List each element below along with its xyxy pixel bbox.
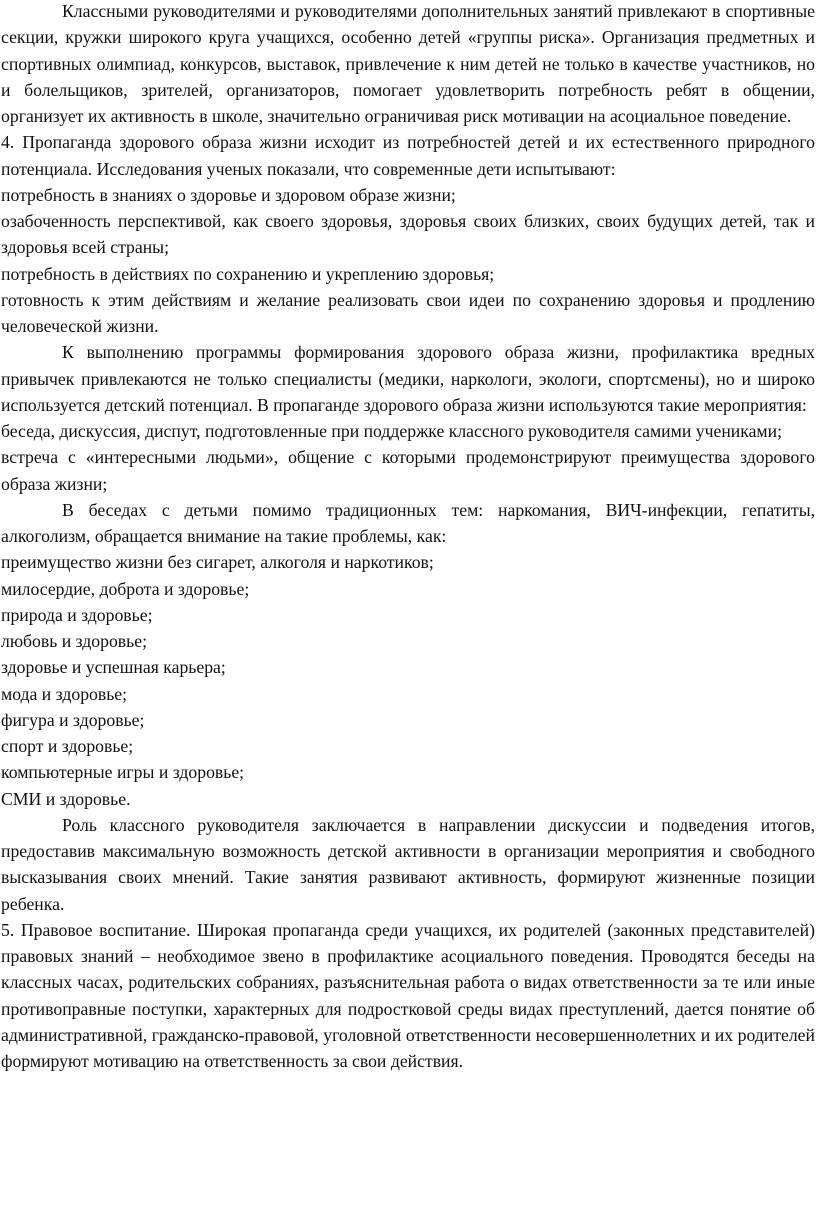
list-item-health-readiness: готовность к этим действиям и желание реализовать свои идеи по сохранению здоровья и продлению человеческой жизни. [1, 289, 815, 336]
list-item-topic: спорт и здоровье; [1, 736, 134, 756]
paragraph-teacher-role: Роль классного руководителя заключается в направлении дискуссии и подведения итогов, предоставив максимальную возможность детской активности в организации мероприятия и свободного высказывания своих мнений. Такие занятия развивают активность, формируют жизненные позиции ребенка. [1, 814, 815, 914]
paragraph-sports-involvement: Классными руководителями и руководителями дополнительных занятий привлекают в спортивные секции, кружки широкого круга учащихся, особенно детей «группы риска». Организация предметных и спортивных олимпиад, конкурсов, выставок, привлечение к ним детей не только в качестве участников, но и болельщиков, зрителей, организаторов, помогает удовлетворить потребность ребят в общении, организует их активность в школе, значительно ограничивая риск мотивации на асоциальное поведение. [1, 1, 815, 126]
list-item-topic: любовь и здоровье; [1, 631, 147, 651]
paragraph-program-participants: К выполнению программы формирования здорового образа жизни, профилактика вредных привычек привлекаются не только специалисты (медики, наркологи, экологи, спортсмены), но и широко используется детский потенциал. В пропаганде здорового образа жизни используются такие мероприятия: [1, 342, 815, 415]
paragraph-conversation-topics: В беседах с детьми помимо традиционных тем: наркомания, ВИЧ-инфекции, гепатиты, алкоголизм, обращается внимание на такие проблемы, как: [1, 499, 815, 546]
list-item-meetings: встреча с «интересными людьми», общение с которыми продемонстрируют преимущества здорового образа жизни; [1, 447, 815, 494]
list-item-health-concern: озабоченность перспективой, как своего здоровья, здоровья своих близких, своих будущих детей, так и здоровья всей страны; [1, 211, 815, 258]
list-item-topic: милосердие, доброта и здоровье; [1, 578, 250, 599]
list-item-topic: компьютерные игры и здоровье; [1, 762, 245, 783]
list-item-topic: природа и здоровье; [1, 604, 153, 625]
list-item-topic: СМИ и здоровье. [1, 788, 131, 809]
list-item-topic: преимущество жизни без сигарет, алкоголя и наркотиков; [1, 552, 434, 573]
paragraph-section-4-heading: 4. Пропаганда здорового образа жизни исходит из потребностей детей и их естественного природного потенциала. Исследования ученых показали, что современные дети испытывают: [1, 132, 815, 179]
list-item-health-knowledge: потребность в знаниях о здоровье и здоровом образе жизни; [1, 184, 456, 205]
paragraph-section-5-legal-education: 5. Правовое воспитание. Широкая пропаганда среди учащихся, их родителей (законных представителей) правовых знаний – необходимое звено в профилактике асоциального поведения. Проводятся беседы на классных часах, родительских собраниях, разъяснительная работа о видах ответственности за те или иные противоправные поступки, характерных для подростковой среды видах преступлений, дается понятие об административной, гражданско-правовой, уголовной ответственности несовершеннолетних и их родителей формируют мотивацию на ответственность за свои действия. [1, 919, 815, 1071]
list-item-topic: здоровье и успешная карьера; [1, 657, 226, 678]
list-item-topic: фигура и здоровье; [1, 709, 145, 730]
list-item-topic: мода и здоровье; [1, 683, 128, 704]
list-item-health-actions: потребность в действиях по сохранению и укреплению здоровья; [1, 263, 495, 284]
list-item-discussion: беседа, дискуссия, диспут, подготовленные при поддержке классного руководителя самими учениками; [1, 421, 783, 441]
